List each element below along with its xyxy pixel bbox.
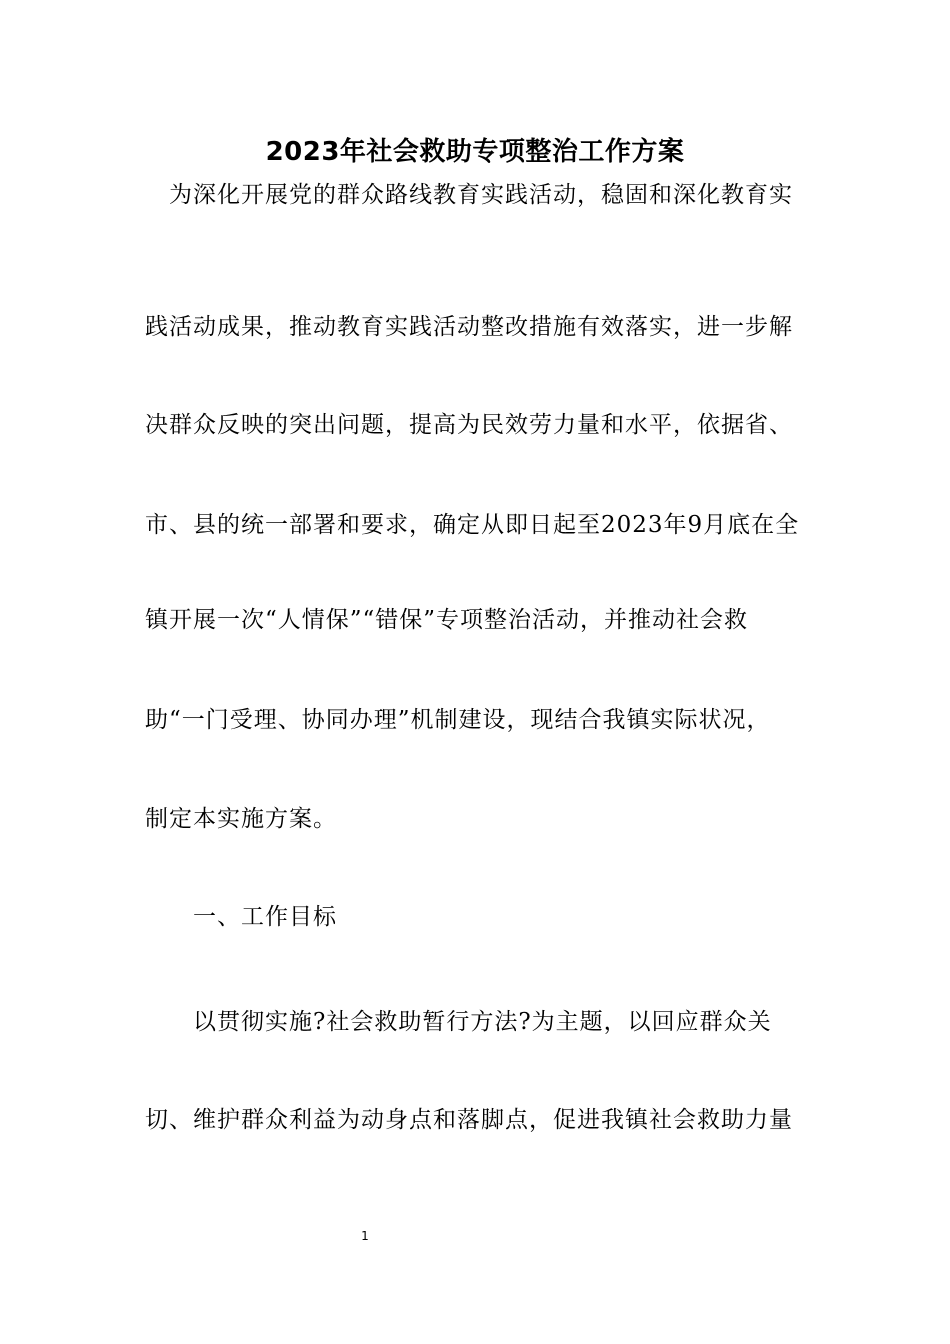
paragraph-line: 决群众反映的突出问题，提高为民效劳力量和水平，依据省、 (145, 412, 793, 438)
document-title: 2023年社会救助专项整治工作方案 (265, 137, 685, 167)
paragraph-line: 市、县的统一部署和要求，确定从即日起至2023年9月底在全 (145, 512, 800, 538)
paragraph-line: 镇开展一次“人情保”“错保”专项整治活动，并推动社会救 (145, 607, 749, 633)
section-heading: 一、工作目标 (145, 904, 337, 930)
paragraph-line: 助“一门受理、协同办理”机制建设，现结合我镇实际状况， (145, 707, 771, 733)
paragraph-line: 为深化开展党的群众路线教育实践活动，稳固和深化教育实 (145, 182, 793, 208)
paragraph-line: 践活动成果，推动教育实践活动整改措施有效落实，进一步解 (145, 314, 793, 340)
paragraph-line: 切、维护群众利益为动身点和落脚点，促进我镇社会救助力量 (145, 1107, 793, 1133)
paragraph-line: 以贯彻实施?社会救助暂行方法?为主题，以回应群众关 (145, 1009, 772, 1035)
paragraph-line: 制定本实施方案。 (145, 806, 337, 832)
page-number: 1 (361, 1229, 369, 1243)
